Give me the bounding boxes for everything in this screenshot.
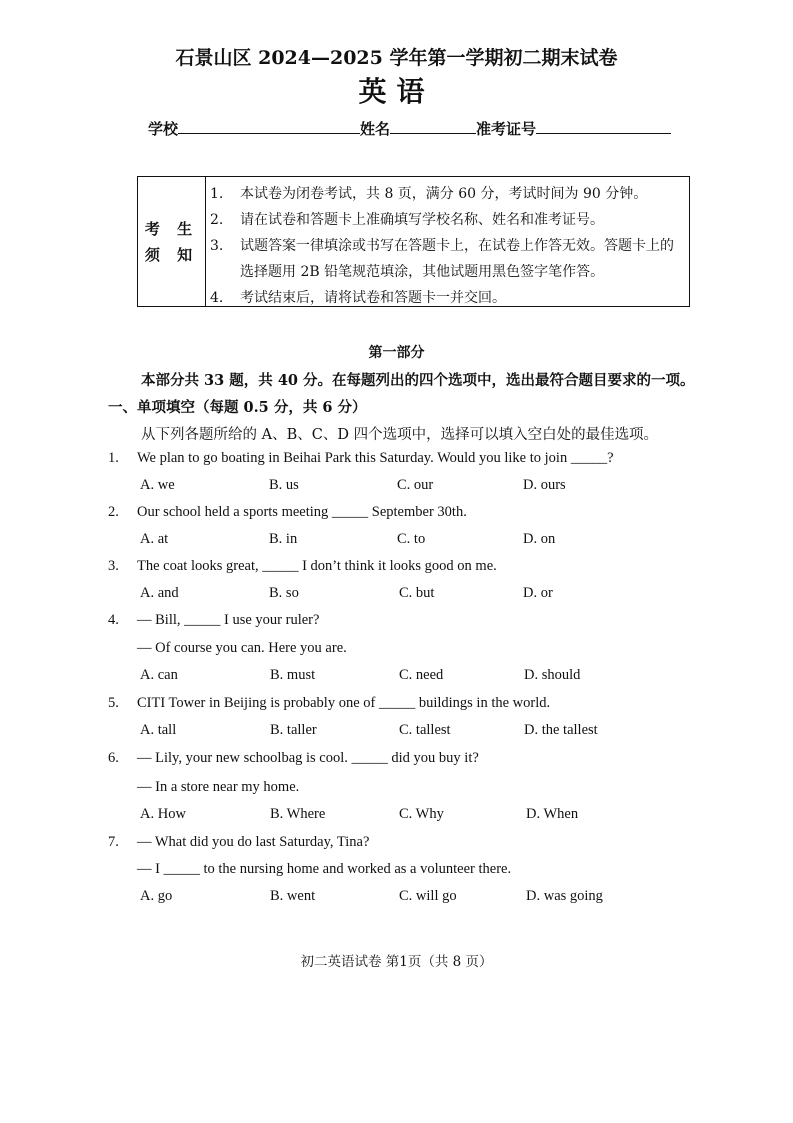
section-instruction: 从下列各题所给的 A、B、C、D 四个选项中，选择可以填入空白处的最佳选项。 [141, 427, 659, 443]
question-number: 3. [108, 558, 119, 574]
section-title: 一、单项填空（每题 0.5 分，共 6 分） [108, 399, 367, 416]
option-c: C. to [397, 531, 426, 547]
notice-item [210, 233, 681, 285]
notice-item-text: 请在试卷和答题卡上准确填写学校名称、姓名和准考证号。 [240, 212, 604, 228]
notice-items [206, 177, 689, 306]
question-stem: — Bill, _____ I use your ruler? [137, 612, 320, 628]
option-b: B. us [269, 477, 299, 493]
option-a: A. can [140, 667, 178, 683]
school-blank [178, 119, 360, 134]
option-c: C. our [397, 477, 434, 493]
option-d: D. the tallest [524, 722, 598, 738]
option-c: C. will go [399, 888, 457, 904]
notice-item-text: 试题答案一律填涂或书写在答题卡上，在试卷上作答无效。答题卡上的选择题用 2B 铅笔规范填涂，其他试题用黑色签字笔作答。 [240, 238, 674, 280]
notice-item-number: 1. [210, 186, 224, 202]
notice-label [138, 177, 206, 306]
option-b: B. so [269, 585, 299, 601]
option-b: B. Where [270, 806, 326, 822]
option-a: A. tall [140, 722, 177, 738]
option-a: A. How [140, 806, 186, 822]
question-stem: — What did you do last Saturday, Tina? [137, 834, 370, 850]
id-blank [536, 119, 671, 134]
option-b: B. taller [270, 722, 317, 738]
option-c: C. tallest [399, 722, 451, 738]
option-b: B. in [269, 531, 298, 547]
question-stem-line2: — Of course you can. Here you are. [137, 640, 347, 656]
option-b: B. must [270, 667, 316, 683]
option-c: C. need [399, 667, 444, 683]
question-stem-line2: — In a store near my home. [137, 779, 300, 795]
option-d: D. or [523, 585, 553, 601]
student-info-line [148, 118, 688, 139]
notice-item [210, 181, 681, 207]
option-d: D. ours [523, 477, 566, 493]
notice-label-line2: 须 知 [144, 245, 199, 264]
exam-notice-box [137, 176, 690, 307]
question-number: 5. [108, 695, 119, 711]
notice-item-text: 本试卷为闭卷考试，共 8 页，满分 60 分，考试时间为 90 分钟。 [240, 186, 648, 202]
option-c: C. but [399, 585, 435, 601]
notice-item [210, 207, 681, 233]
part-title: 第一部分 [368, 345, 425, 361]
option-d: D. on [523, 531, 556, 547]
option-c: C. Why [399, 806, 444, 822]
question-number: 6. [108, 750, 119, 766]
question-stem: Our school held a sports meeting _____ September 30th. [137, 504, 467, 520]
notice-item-number: 4. [210, 290, 224, 306]
question-stem: CITI Tower in Beijing is probably one of _____ buildings in the world. [137, 695, 551, 711]
question-stem: The coat looks great, _____ I don’t think it looks good on me. [137, 558, 497, 574]
notice-item [210, 285, 681, 311]
name-label: 姓名 [360, 120, 391, 138]
option-d: D. should [524, 667, 581, 683]
option-d: D. When [526, 806, 579, 822]
exam-title: 石景山区 2024—2025 学年第一学期初二期末试卷 [175, 47, 618, 69]
notice-item-number: 2. [210, 212, 224, 228]
id-label: 准考证号 [476, 120, 537, 138]
notice-label-line1: 考 生 [144, 219, 199, 238]
option-a: A. we [140, 477, 175, 493]
page-footer: 初二英语试卷 第1页（共 8 页） [300, 954, 493, 970]
question-stem: We plan to go boating in Beihai Park this Saturday. Would you like to join _____? [137, 450, 614, 466]
subject-title: 英语 [358, 75, 435, 108]
question-number: 1. [108, 450, 119, 466]
question-stem: — Lily, your new schoolbag is cool. _____ did you buy it? [137, 750, 479, 766]
question-number: 7. [108, 834, 119, 850]
notice-item-text: 考试结束后，请将试卷和答题卡一并交回。 [240, 290, 506, 306]
option-a: A. and [140, 585, 179, 601]
question-number: 2. [108, 504, 119, 520]
question-stem-line2: — I _____ to the nursing home and worked as a volunteer there. [137, 861, 512, 877]
name-blank [390, 119, 476, 134]
option-d: D. was going [526, 888, 603, 904]
option-a: A. go [140, 888, 173, 904]
part-description: 本部分共 33 题，共 40 分。在每题列出的四个选项中，选出最符合题目要求的一项。 [141, 372, 695, 389]
question-number: 4. [108, 612, 119, 628]
notice-item-number: 3. [210, 238, 224, 254]
option-b: B. went [270, 888, 316, 904]
school-label: 学校 [148, 120, 179, 138]
option-a: A. at [140, 531, 169, 547]
